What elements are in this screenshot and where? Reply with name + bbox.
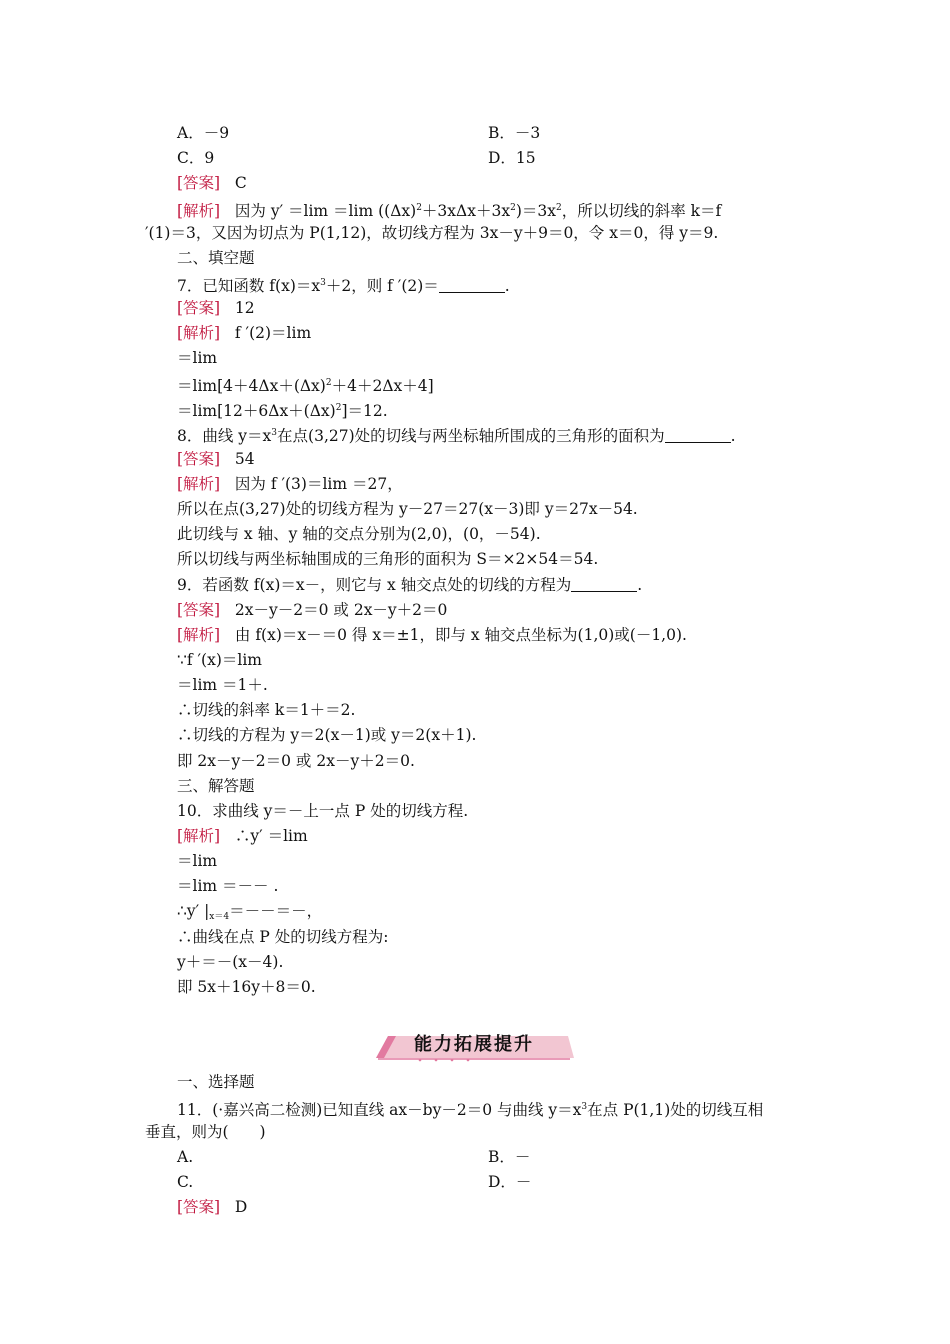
q9-line-5: ∴切线的方程为 y＝2(x－1)或 y＝2(x＋1). [177, 726, 477, 744]
q7-line-3: $=\lim[4+4\Delta x+(\Delta x)^2+4+2\Delta x+4]$ [177, 377, 434, 395]
answer-blank [665, 428, 731, 443]
q9-answer: [答案] 2x－y－2＝0 或 2x－y＋2＝0 [177, 601, 448, 619]
explanation-tag: [解析] [177, 626, 221, 644]
q10-line-4: ∴y′ $|_{x=4}=--=-$， [177, 902, 323, 922]
answer-tag: [答案] [177, 174, 221, 192]
q8-line-4: 所以切线与两坐标轴围成的三角形的面积为 S＝×2×54＝54. [177, 550, 599, 568]
q8-explanation-1: [解析] 因为 f ′(3)＝lim ＝27， [177, 475, 403, 493]
q11-option-a: A. [177, 1148, 194, 1166]
q9-line-6: 即 2x－y－2＝0 或 2x－y＋2＝0. [177, 752, 415, 770]
section-banner [374, 1028, 574, 1064]
q6-option-c: C．9 [177, 149, 215, 167]
q9-line-2: ∵f ′(x)＝lim [177, 651, 262, 669]
answer-tag: [答案] [177, 299, 221, 317]
q11-option-c: C. [177, 1173, 194, 1191]
explanation-tag: [解析] [177, 827, 221, 845]
q7-answer: [答案] 12 [177, 299, 255, 317]
section-solution: 三、解答题 [177, 777, 255, 795]
q6-explanation-2: ′(1)＝3，又因为切点为 P(1,12)，故切线方程为 3x－y＋9＝0，令 x＝0，得 y＝9. [145, 224, 719, 242]
explanation-tag: [解析] [177, 202, 221, 220]
q7-line-2: ＝lim [177, 349, 218, 367]
answer-blank [571, 577, 637, 592]
q10-line-2: ＝lim [177, 852, 218, 870]
q8-stem: 8．曲线 $y=x^3$在点(3,27)处的切线与两坐标轴所围成的三角形的面积为 . [177, 427, 736, 445]
q6-option-d: D．15 [488, 149, 536, 167]
explanation-tag: [解析] [177, 475, 221, 493]
q10-line-3: ＝lim ＝－－ . [177, 877, 279, 895]
explanation-tag: [解析] [177, 324, 221, 342]
answer-tag: [答案] [177, 450, 221, 468]
section-fill-in: 二、填空题 [177, 249, 255, 267]
q9-line-4: ∴切线的斜率 k＝1＋＝2. [177, 701, 356, 719]
q7-stem: 7．已知函数 $f(x)=x^3+2$，则 f ′(2)＝ . [177, 277, 510, 295]
q6-answer [177, 173, 247, 193]
q8-line-2: 所以在点(3,27)处的切线方程为 y－27＝27(x－3)即 y＝27x－54. [177, 500, 638, 518]
banner-title: 能力拓展提升 [414, 1034, 534, 1055]
q10-line-5: ∴曲线在点 P 处的切线方程为: [177, 928, 389, 946]
q9-explanation-1: [解析] 由 f(x)＝x－＝0 得 x＝±1，即与 x 轴交点坐标为(1,0)或(－1,0). [177, 626, 687, 644]
q7-line-4: $=\lim[12+6\Delta x+(\Delta x)^2]=12$. [177, 402, 388, 420]
q6-option-b: B．－3 [488, 124, 541, 142]
answer-blank [439, 278, 505, 293]
q11-option-d: D．－ [488, 1173, 532, 1191]
q9-line-3: ＝lim ＝1＋. [177, 676, 268, 694]
q6-explanation-1: [解析] 因为 y′ ＝lim ＝lim $((\Delta x)^2+3x\Delta x+3x^2)=3x^2$，所以切线的斜率 k＝f [177, 202, 722, 220]
q11-stem-1: 11．(·嘉兴高二检测)已知直线 ax－by－2＝0 与曲线 $y=x^3$在点 P(1,1)处的切线互相 [177, 1101, 764, 1119]
q10-stem: 10．求曲线 y＝－上一点 P 处的切线方程. [177, 802, 469, 820]
q7-explanation-1: [解析] f ′(2)＝lim [177, 324, 312, 342]
answer-tag: [答案] [177, 1198, 221, 1216]
q6-option-a: A．－9 [177, 124, 230, 142]
section-choice: 一、选择题 [177, 1073, 255, 1091]
q9-stem: 9．若函数 f(x)＝x－，则它与 x 轴交点处的切线的方程为 . [177, 576, 643, 594]
q8-line-3: 此切线与 x 轴、y 轴的交点分别为(2,0)，(0，－54). [177, 525, 541, 543]
q8-answer: [答案] 54 [177, 450, 255, 468]
answer-value: C [234, 174, 247, 192]
q10-explanation-1: [解析] ∴y′ ＝lim [177, 827, 308, 845]
q11-stem-2: 垂直，则为( ) [145, 1123, 266, 1141]
q11-answer: [答案] D [177, 1198, 248, 1216]
q10-line-6: y＋＝－(x－4). [177, 953, 284, 971]
q11-option-b: B．－ [488, 1148, 531, 1166]
q10-line-7: 即 5x＋16y＋8＝0. [177, 978, 316, 996]
answer-tag: [答案] [177, 601, 221, 619]
